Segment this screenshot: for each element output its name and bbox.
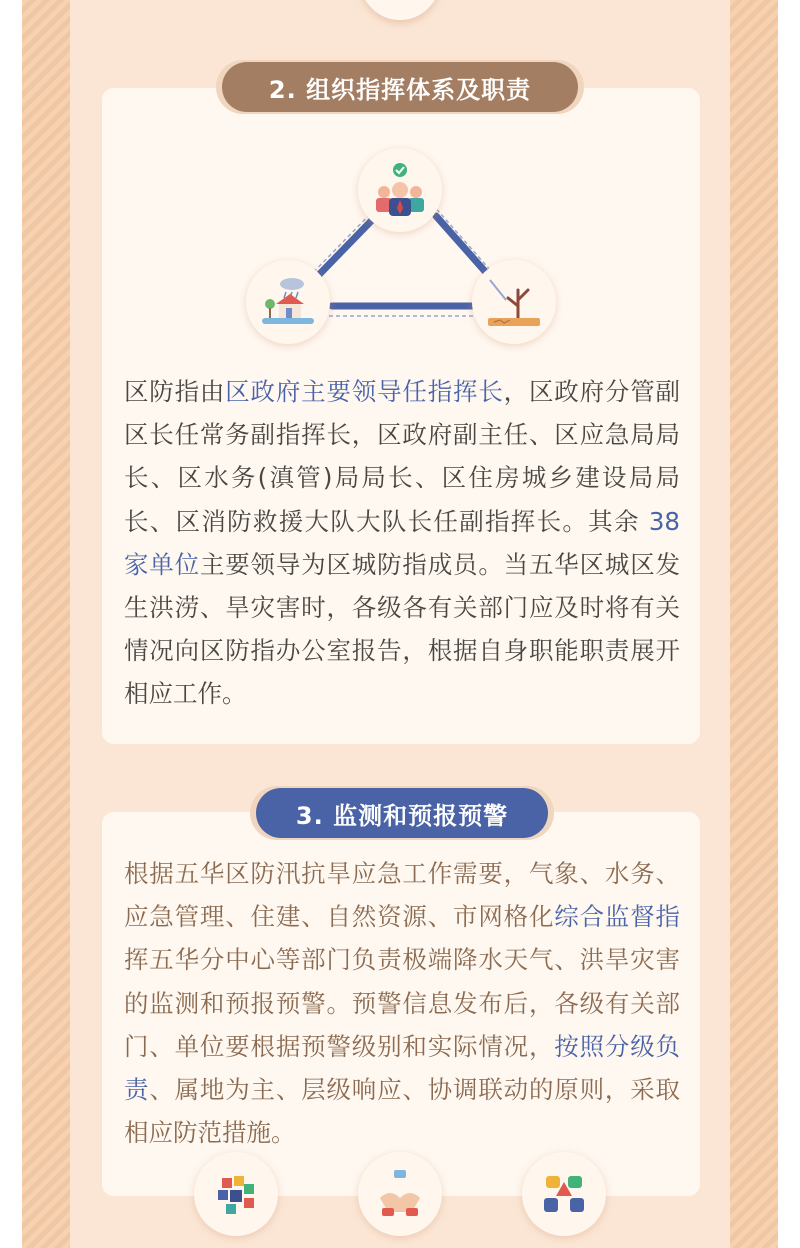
drought-tree-icon (472, 260, 556, 344)
text-segment: 、属地为主、层级响应、协调联动的原则，采取相应防范措施。 (124, 1075, 681, 1148)
section-3-title: 3. 监测和预报预警 (256, 788, 548, 838)
command-triangle-diagram (236, 148, 566, 348)
text-segment: 主要领导为区城防指成员。当五华区城区发生洪涝、旱灾害时，各级各有关部门应及时将有关情况向区防指办公室报告，根据自身职能职责展开相应工作。 (124, 549, 681, 709)
text-segment: 挥五华分中心等部门负责极端降水天气、洪旱灾害的监测和预报预警。预警信息发布后，各级有关部门、单位要根据预警级别和实际情况， (124, 945, 680, 1061)
rain-house-icon (246, 260, 330, 344)
section-2-title: 2. 组织指挥体系及职责 (222, 62, 578, 112)
highlight-commander: 区政府主要领导任指挥长 (225, 377, 504, 406)
puzzle-team-icon (194, 1152, 278, 1236)
text-segment: 区防指由 (124, 377, 226, 406)
helping-hands-icon (358, 1152, 442, 1236)
highlight-units: 38 家单位 (124, 506, 680, 579)
section-3-paragraph (124, 852, 680, 1154)
highlight-supervision: 综合监督指 (554, 902, 681, 932)
text-segment: 根据五华区防汛抗旱应急工作需要，气象、水务、应急管理、住建、自然资源、市网格化 (124, 859, 680, 932)
section-2-paragraph (124, 370, 680, 716)
highlight-graded: 按照分级负责 (124, 1031, 681, 1105)
cooperation-hands-icon (522, 1152, 606, 1236)
text-segment: ，区政府分管副区长任常务副指挥长，区政府副主任、区应急局局长、区水务(滇管)局局长、区住房城乡建设局局长、区消防救援大队大队长任副指挥长。其余 (124, 377, 681, 536)
leader-group-icon (358, 148, 442, 232)
